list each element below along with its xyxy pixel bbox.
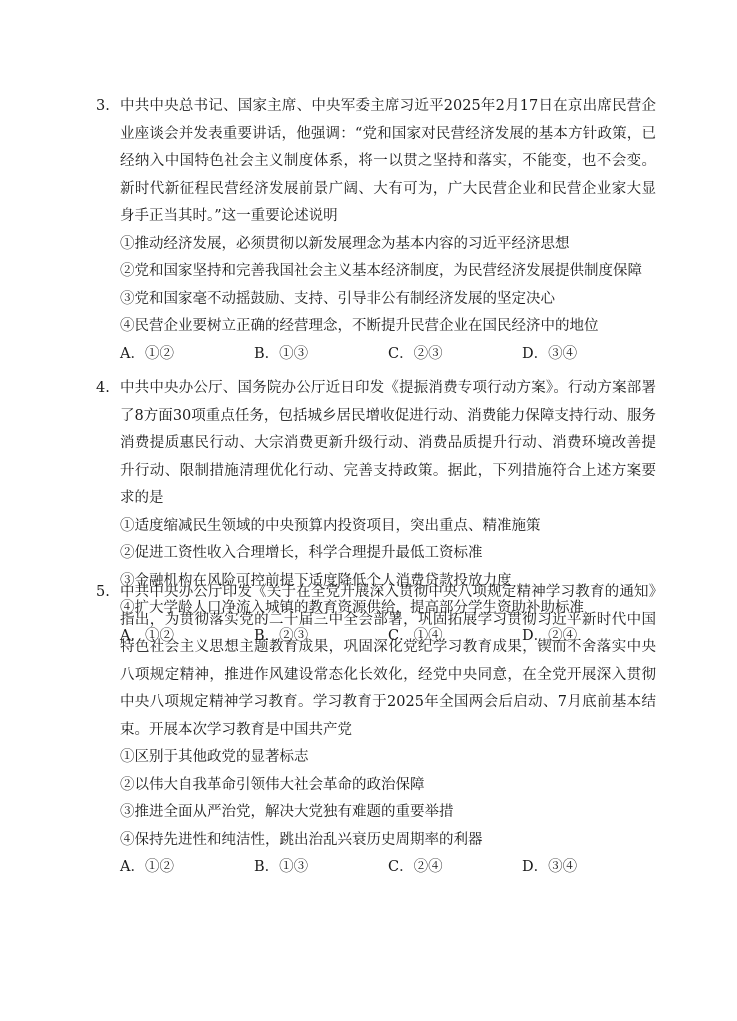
statement-1: ①区别于其他政党的显著标志 — [120, 749, 309, 765]
choice-c[interactable]: C．①④ — [388, 627, 443, 644]
statement-4: ④扩大学龄人口净流入城镇的教育资源供给，提高部分学生资助补助标准 — [120, 600, 584, 616]
question-number: 3. — [96, 98, 110, 114]
question-number: 5. — [96, 584, 110, 600]
question-5 — [96, 579, 656, 882]
choice-c[interactable]: C．②③ — [388, 345, 443, 362]
question-stem — [96, 375, 656, 513]
statement-4: ④民营企业要树立正确的经营理念，不断提升民营企业在国民经济中的地位 — [120, 318, 599, 334]
choice-a[interactable]: A．①② — [120, 859, 174, 875]
statement-1: ①推动经济发展，必须贯彻以新发展理念为基本内容的习近平经济思想 — [120, 235, 570, 252]
question-text: 中共中央总书记、国家主席、中央军委主席习近平2025年2月17日在京出席民营企业座谈会并发表重要讲话，他强调：“党和国家对民营经济发展的基本方针政策，已经纳入中国特色社会主义制度体系，将一以贯之坚持和落实，不能变，也不会变。新时代新征程民营经济发展前景广阔、大有可为，广大民营企业和民营企业家大显身手正当其时。”这一重要论述说明 — [120, 98, 656, 224]
choice-b[interactable]: B．①③ — [254, 859, 309, 875]
choice-c[interactable]: C．②④ — [388, 859, 443, 875]
choice-d[interactable]: D．②④ — [522, 627, 578, 644]
statement-3: ③党和国家毫不动摇鼓励、支持、引导非公有制经济发展的坚定决心 — [120, 290, 555, 307]
choice-d[interactable]: D．③④ — [522, 859, 578, 875]
choice-a[interactable]: A．①② — [120, 627, 174, 644]
statement-2: ②党和国家坚持和完善我国社会主义基本经济制度，为民营经济发展提供制度保障 — [120, 263, 642, 279]
choice-b[interactable]: B．②③ — [254, 627, 309, 644]
statement-1: ①适度缩减民生领域的中央预算内投资项目，突出重点、精准施策 — [120, 517, 541, 534]
statement-2: ②促进工资性收入合理增长，科学合理提升最低工资标准 — [120, 545, 483, 561]
statement-4: ④保持先进性和纯洁性，跳出治乱兴衰历史周期率的利器 — [120, 831, 483, 848]
question-number: 4. — [96, 380, 110, 396]
statement-2: ②以伟大自我革命引领伟大社会革命的政治保障 — [120, 776, 425, 793]
statement-3: ③推进全面从严治党，解决大党独有难题的重要举措 — [120, 804, 454, 820]
question-text: 中共中央办公厅印发《关于在全党开展深入贯彻中央八项规定精神学习教育的通知》指出，为贯彻落实党的二十届三中全会部署，巩固拓展学习贯彻习近平新时代中国特色社会主义思想主题教育成果，巩固深化党纪学习教育成果，锲而不舍落实中央八项规定精神，推进作风建设常态化长效化，经党中央同意，在全党开展深入贯彻中央八项规定精神学习教育。学习教育于2025年全国两会后启动、7月底前基本结束。开展本次学习教育是中国共产党 — [120, 584, 656, 738]
question-3 — [96, 93, 656, 368]
answer-choices — [96, 854, 656, 882]
answer-choices — [96, 341, 656, 369]
choice-d[interactable]: D．③④ — [522, 345, 578, 362]
choice-b[interactable]: B．①③ — [254, 345, 309, 362]
choice-a[interactable]: A．①② — [120, 345, 174, 362]
statement-3: ③金融机构在风险可控前提下适度降低个人消费贷款投放力度 — [120, 572, 512, 589]
question-stem — [96, 579, 656, 744]
question-text: 中共中央办公厅、国务院办公厅近日印发《提振消费专项行动方案》。行动方案部署了8方面30项重点任务，包括城乡居民增收促进行动、消费能力保障支持行动、服务消费提质惠民行动、大宗消费更新升级行动、消费品质提升行动、消费环境改善提升行动、限制措施清理优化行动、完善支持政策。据此，下列措施符合上述方案要求的是 — [120, 380, 656, 506]
question-stem — [96, 93, 656, 231]
